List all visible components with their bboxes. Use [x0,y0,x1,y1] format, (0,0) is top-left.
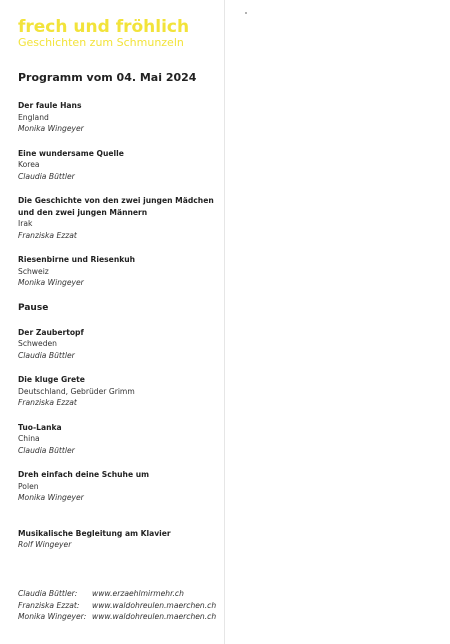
story-teller: Claudia Büttler [18,445,75,455]
pause-label: Pause [18,302,49,313]
flyer-subtitle: Geschichten zum Schmunzeln [18,36,184,49]
story-item [18,469,218,504]
contact-website: www.waldohreulen.maerchen.ch [92,612,217,621]
story-title: Tuo-Lanka [18,422,62,432]
story-item [18,327,218,362]
story-title: Eine wundersame Quelle [18,148,124,158]
contact-name: Claudia Büttler: [18,589,78,598]
story-title: Der faule Hans [18,101,82,110]
contact-row [18,588,223,600]
story-country: Korea [18,160,40,169]
fold-divider [224,0,225,644]
music-credit [18,528,218,551]
story-teller: Claudia Büttler [18,350,75,360]
scan-speck [245,12,247,14]
contact-name: Franziska Ezzat: [18,600,80,610]
music-credit-title: Musikalische Begleitung am Klavier [18,528,171,538]
story-teller: Franziska Ezzat [18,230,77,240]
story-teller: Franziska Ezzat [18,398,77,407]
story-teller: Claudia Büttler [18,171,75,181]
story-country: Schweiz [18,266,49,276]
story-teller: Monika Wingeyer [18,278,84,287]
music-credit-name: Rolf Wingeyer [18,540,72,549]
story-item [18,374,218,409]
story-item [18,422,218,457]
contact-website: www.waldohreulen.maerchen.ch [92,600,217,610]
story-teller: Monika Wingeyer [18,493,84,502]
program-column [18,18,218,551]
story-title: Die kluge Grete [18,375,85,384]
story-country: Schweden [18,339,57,348]
contact-name: Monika Wingeyer: [18,612,87,621]
story-country: Irak [18,219,33,228]
story-country: England [18,112,49,122]
story-title: Dreh einfach deine Schuhe um [18,470,150,479]
story-item [18,100,218,135]
contact-row [18,600,223,612]
story-item [18,148,218,183]
contact-row [18,611,223,623]
story-title: Die Geschichte von den zwei jungen Mädchen und den zwei jungen Männern [18,196,214,217]
story-title: Der Zaubertopf [18,327,84,337]
flyer-title: frech und fröhlich [18,17,190,37]
program-date-heading: Programm vom 04. Mai 2024 [18,71,197,84]
story-country: China [18,434,40,443]
story-item [18,195,218,241]
story-country: Polen [18,481,39,491]
contact-list [18,588,223,623]
program-list [18,100,218,504]
story-item [18,254,218,289]
story-teller: Monika Wingeyer [18,124,84,133]
story-country: Deutschland, Gebrüder Grimm [18,386,135,396]
contact-website: www.erzaehlmirmehr.ch [92,589,184,598]
story-title: Riesenbirne und Riesenkuh [18,255,136,264]
